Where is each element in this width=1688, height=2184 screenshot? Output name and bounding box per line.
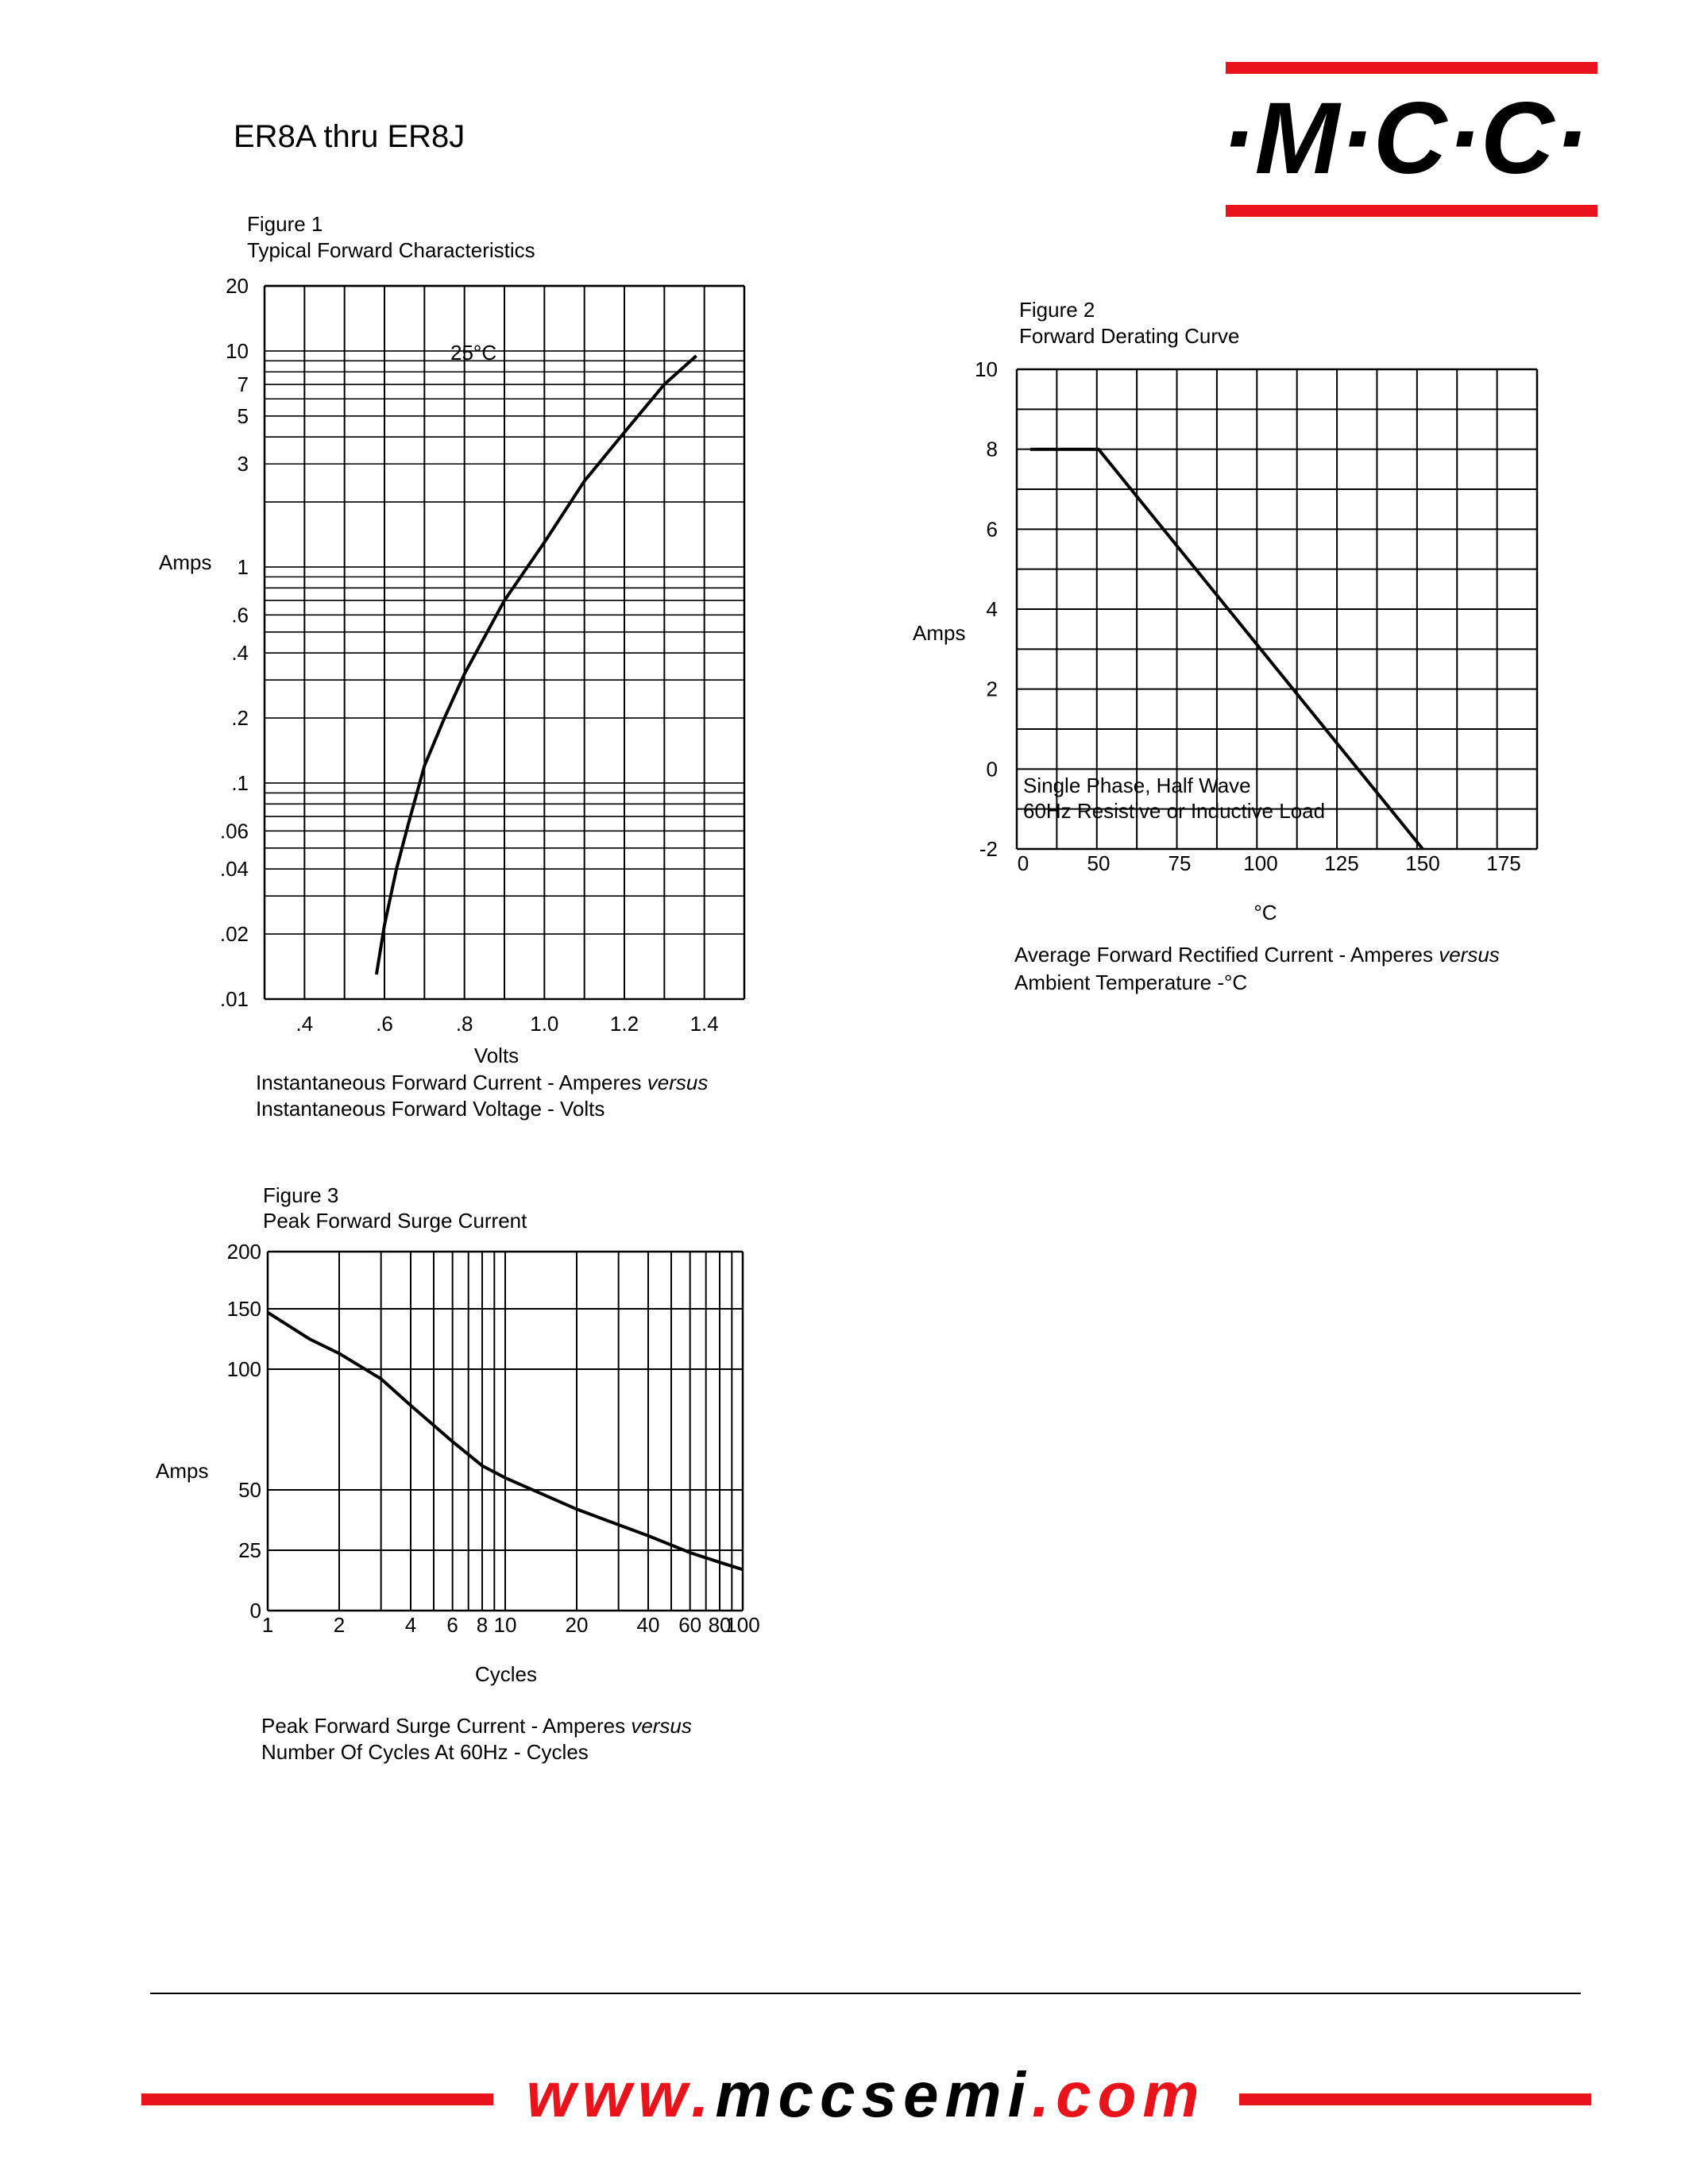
fig3-x-tick-label: 1 (261, 1613, 274, 1637)
fig1-y-tick-label: 7 (237, 372, 249, 397)
fig2-x-tick-label: 50 (1087, 851, 1111, 875)
fig3-x-tick-label: 4 (404, 1613, 417, 1637)
fig1-ylabel: Amps (159, 550, 212, 574)
fig1-y-tick-label: .1 (231, 770, 249, 795)
fig2-x-tick-label: 150 (1405, 851, 1440, 875)
fig2-y-tick-label: 4 (986, 597, 998, 621)
fig1-caption-1: Instantaneous Forward Current - Amperes versus (256, 1071, 709, 1094)
fig2-xlabel: °C (1253, 901, 1277, 924)
fig2-annotation-2: 60Hz Resistive or Inductive Load (1023, 799, 1326, 823)
fig1-y-tick-label: 3 (237, 452, 249, 477)
fig3-x-tick-label: 10 (493, 1613, 517, 1637)
footer-url[interactable]: www.mccsemi.com (526, 2059, 1206, 2130)
part-range-title: ER8A thru ER8J (234, 119, 465, 154)
fig2-ylabel: Amps (913, 621, 966, 645)
fig2-y-tick-label: 6 (986, 517, 998, 542)
footer-right-bar (1239, 2093, 1591, 2105)
fig3-x-tick-label: 40 (636, 1613, 660, 1637)
fig3-x-tick-label: 80 (708, 1613, 732, 1637)
fig3-x-tick-label: 100 (725, 1613, 760, 1637)
fig1-x-tick-label: 1.0 (530, 1012, 559, 1036)
fig1-y-tick-label: .6 (231, 603, 249, 627)
fig1-y-tick-label: .2 (231, 706, 249, 731)
fig1-y-tick-label: 5 (237, 403, 249, 428)
fig3-x-tick-labels (262, 1613, 760, 1637)
fig2-x-tick-label: 100 (1243, 851, 1278, 875)
fig3-y-tick-label: 200 (226, 1240, 261, 1264)
fig1-y-tick-labels (220, 274, 249, 1011)
fig3-y-tick-label: 150 (226, 1297, 261, 1321)
fig1-y-tick-label: .04 (219, 857, 249, 882)
fig1-annotation: 25°C (450, 341, 497, 365)
fig2-title: Forward Derating Curve (1019, 324, 1240, 348)
fig3-y-tick-label: 0 (249, 1599, 261, 1623)
fig1-x-tick-label: .4 (295, 1012, 314, 1036)
fig1-y-tick-label: .01 (219, 987, 249, 1011)
fig3-x-tick-label: 20 (565, 1613, 589, 1637)
fig1-y-tick-label: 1 (237, 554, 249, 579)
fig1-y-tick-label: .02 (219, 922, 249, 947)
figure-1 (159, 212, 744, 1121)
fig3-xlabel: Cycles (474, 1662, 538, 1686)
fig2-x-tick-label: 0 (1017, 851, 1029, 875)
fig1-caption-2: Instantaneous Forward Voltage - Volts (256, 1097, 605, 1121)
fig3-y-tick-labels (227, 1240, 261, 1623)
fig2-y-tick-label: 2 (986, 677, 998, 701)
fig3-x-tick-label: 60 (678, 1613, 702, 1637)
fig3-x-tick-label: 8 (476, 1613, 489, 1637)
fig2-x-tick-label: 175 (1486, 851, 1521, 875)
footer-left-bar (141, 2093, 493, 2105)
fig1-x-tick-label: .8 (455, 1012, 473, 1036)
logo-top-bar (1226, 62, 1597, 74)
fig2-caption-1: Average Forward Rectified Current - Amperes versus (1014, 943, 1500, 967)
fig2-label: Figure 2 (1019, 298, 1095, 322)
fig2-y-tick-labels (975, 357, 998, 861)
mcc-logo (1221, 62, 1597, 217)
fig3-label: Figure 3 (263, 1183, 339, 1207)
fig3-title: Peak Forward Surge Current (263, 1209, 527, 1233)
fig3-x-tick-label: 2 (333, 1613, 346, 1637)
fig2-x-tick-labels (1018, 851, 1521, 875)
fig2-x-tick-label: 125 (1324, 851, 1359, 875)
logo-bottom-bar (1226, 205, 1597, 217)
fig3-y-tick-label: 50 (238, 1478, 261, 1502)
figure-3 (156, 1183, 760, 1764)
fig1-y-tick-label: .4 (231, 641, 249, 666)
fig3-ylabel: Amps (156, 1459, 209, 1483)
fig2-y-tick-label: 8 (986, 437, 998, 461)
fig2-y-tick-label: 0 (986, 757, 998, 781)
fig2-x-tick-label: 75 (1168, 851, 1192, 875)
fig1-grid (265, 286, 744, 999)
fig1-y-tick-label: 20 (226, 274, 249, 298)
fig1-xlabel: Volts (473, 1044, 520, 1067)
fig1-x-tick-label: 1.2 (609, 1012, 639, 1036)
fig1-x-tick-label: .6 (376, 1012, 393, 1036)
fig1-title: Typical Forward Characteristics (247, 238, 535, 262)
fig1-x-tick-label: 1.4 (689, 1012, 719, 1036)
fig1-y-tick-label: .06 (219, 819, 249, 843)
fig3-caption-1: Peak Forward Surge Current - Amperes versus (261, 1714, 692, 1738)
fig1-label: Figure 1 (247, 212, 323, 236)
fig3-x-tick-label: 6 (446, 1613, 458, 1637)
fig3-y-tick-label: 100 (226, 1357, 261, 1381)
fig1-x-tick-labels (295, 1012, 718, 1036)
figure-2 (913, 298, 1537, 994)
fig3-caption-2: Number Of Cycles At 60Hz - Cycles (261, 1740, 589, 1764)
fig2-caption-2: Ambient Temperature -°C (1014, 970, 1248, 994)
logo-text: ·M·C·C· (1221, 82, 1588, 195)
fig2-y-tick-label: -2 (979, 837, 998, 861)
fig2-annotation-1: Single Phase, Half Wave (1023, 774, 1251, 797)
fig3-grid (268, 1252, 743, 1611)
fig2-y-tick-label: 10 (975, 357, 998, 381)
fig3-y-tick-label: 25 (238, 1538, 261, 1562)
fig1-y-tick-label: 10 (226, 338, 249, 363)
